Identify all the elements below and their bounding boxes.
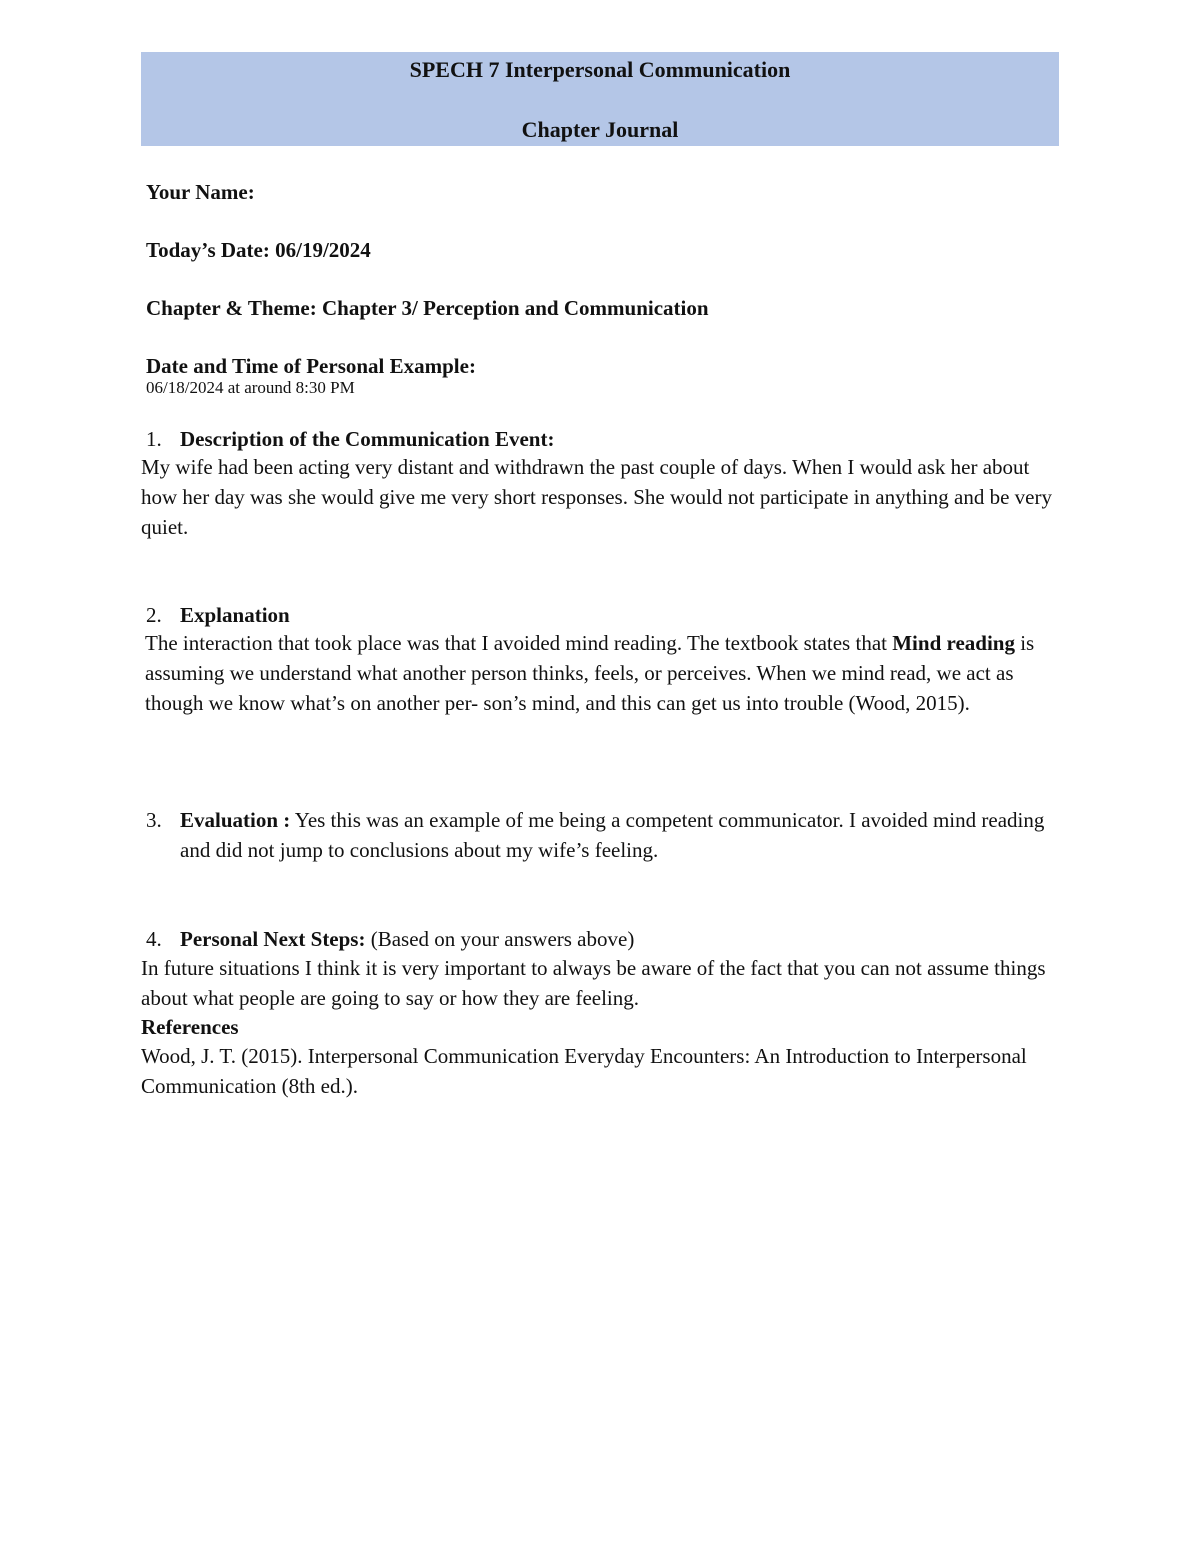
explanation-number: 2. bbox=[146, 603, 162, 627]
header-band bbox=[141, 52, 1059, 146]
references-heading: References bbox=[141, 1015, 239, 1039]
todays-date-value: 06/19/2024 bbox=[275, 238, 371, 262]
mind-reading-term: Mind reading bbox=[892, 631, 1015, 655]
todays-date-field bbox=[146, 236, 371, 264]
explanation-text-before: The interaction that took place was that I avoided mind reading. The textbook states that bbox=[145, 631, 893, 655]
chapter-theme-value: Chapter 3/ Perception and Communication bbox=[321, 296, 709, 320]
description-body bbox=[141, 452, 1059, 542]
description-title: Description of the Communication Event: bbox=[180, 427, 555, 451]
personal-example-label: Date and Time of Personal Example: bbox=[146, 354, 476, 378]
next-steps-note: (Based on your answers above) bbox=[365, 927, 635, 951]
evaluation-item bbox=[146, 805, 1059, 865]
personal-example-value: 06/18/2024 at around 8:30 PM bbox=[146, 378, 355, 397]
next-steps-heading bbox=[146, 925, 634, 953]
todays-date-label: Today’s Date: bbox=[146, 238, 270, 262]
chapter-theme-field bbox=[146, 294, 709, 322]
your-name-label: Your Name: bbox=[146, 180, 255, 204]
explanation-body bbox=[145, 628, 1059, 718]
evaluation-title: Evaluation : bbox=[180, 808, 291, 832]
description-number: 1. bbox=[146, 427, 162, 451]
reference-entry: Wood, J. T. (2015). Interpersonal Communication Everyday Encounters: An Introduction to Interpersonal Communication (8th ed.). bbox=[141, 1044, 1027, 1098]
course-title: SPECH 7 Interpersonal Communication bbox=[409, 57, 791, 82]
next-steps-title: Personal Next Steps: bbox=[180, 927, 366, 951]
explanation-text-after: is assuming we understand what another person thinks, feels, or perceives. When we mind read, we act as though we know what’s on another per- son’s mind, and this can get us into trouble (Wood, 2015). bbox=[145, 631, 1035, 715]
evaluation-text bbox=[180, 805, 1059, 865]
your-name-field bbox=[146, 178, 255, 206]
description-text: My wife had been acting very distant and withdrawn the past couple of days. When I would ask her about how her day was she would give me very short responses. She would not participate in anything and be very quiet. bbox=[141, 455, 1052, 539]
next-steps-text: In future situations I think it is very important to always be aware of the fact that you can not assume things about what people are going to say or how they are feeling. bbox=[141, 956, 1046, 1010]
evaluation-body: Yes this was an example of me being a competent communicator. I avoided mind reading and did not jump to conclusions about my wife’s feeling. bbox=[180, 808, 1045, 862]
description-heading bbox=[146, 425, 554, 453]
journal-subtitle: Chapter Journal bbox=[521, 117, 679, 142]
explanation-text bbox=[145, 628, 1059, 718]
next-steps-number: 4. bbox=[146, 927, 162, 951]
explanation-heading bbox=[146, 601, 290, 629]
references-body bbox=[141, 1041, 1059, 1101]
explanation-title: Explanation bbox=[180, 603, 290, 627]
evaluation-number: 3. bbox=[146, 808, 162, 832]
next-steps-body bbox=[141, 953, 1059, 1013]
chapter-theme-label: Chapter & Theme: bbox=[146, 296, 317, 320]
